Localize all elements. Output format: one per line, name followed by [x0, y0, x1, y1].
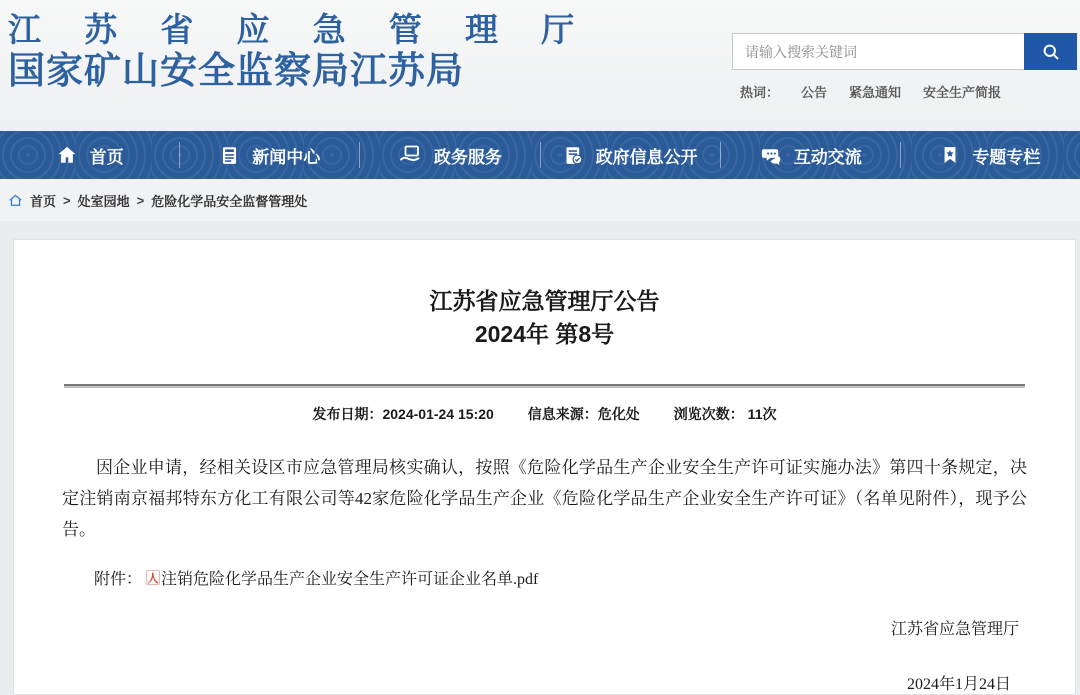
search-input[interactable]: [732, 33, 1024, 70]
breadcrumb-separator: >: [136, 192, 145, 208]
nav-item-news-center[interactable]: [180, 131, 359, 179]
breadcrumb: [0, 179, 1080, 221]
breadcrumb-office-garden[interactable]: 处室园地: [77, 193, 130, 209]
nav-item-special-topics[interactable]: [901, 131, 1080, 179]
nav-item-label: 互动交流: [793, 147, 862, 167]
nav-item-label: 专题专栏: [972, 147, 1041, 167]
nav-item-home[interactable]: [0, 131, 179, 179]
article-card: [13, 239, 1076, 695]
article-signer: 江苏省应急管理厅: [890, 621, 1019, 638]
publish-date: 发布日期：2024-01-24 15:20: [312, 406, 494, 422]
article-title-line2: 2024年 第8号: [474, 321, 615, 347]
hotword-urgent-notice[interactable]: 紧急通知: [849, 85, 902, 100]
news-icon: [219, 145, 240, 166]
hotword-safety-briefing[interactable]: 安全生产简报: [923, 85, 1002, 100]
breadcrumb-home[interactable]: 首页: [30, 193, 57, 209]
nav-item-label: 政务服务: [433, 147, 502, 167]
breadcrumb-hazchem-division[interactable]: 危险化学品安全监督管理处: [151, 193, 308, 209]
title-divider: [64, 384, 1025, 388]
service-hand-icon: [398, 143, 422, 167]
breadcrumb-separator: >: [63, 192, 71, 208]
site-title-line1: 江 苏 省 应 急 管 理 厅: [8, 11, 592, 48]
content-background: [0, 221, 1080, 695]
bookmark-star-icon: [940, 145, 960, 165]
info-source: 信息来源：危化处: [527, 406, 640, 422]
attachment-filename: 注销危险化学品生产企业安全生产许可证企业名单.pdf: [161, 571, 539, 588]
article-title-line1: 江苏省应急管理厅公告: [429, 288, 660, 314]
breadcrumb-home-icon: [8, 193, 23, 208]
hotword-announcements[interactable]: 公告: [801, 85, 828, 100]
attachment-row: [62, 566, 1027, 589]
nav-item-government-services[interactable]: [360, 131, 539, 179]
home-icon: [56, 144, 78, 166]
article-meta: [62, 404, 1027, 424]
nav-item-interaction[interactable]: [721, 131, 900, 179]
nav-item-label: 首页: [89, 147, 124, 167]
chat-bubbles-icon: [759, 144, 782, 167]
site-logo: [8, 10, 591, 92]
info-disclosure-icon: [563, 145, 584, 166]
nav-item-label: 政府信息公开: [595, 147, 698, 167]
search-area: [732, 33, 1077, 101]
nav-item-government-info-disclosure[interactable]: [541, 131, 720, 179]
site-header: [0, 0, 1080, 131]
pdf-file-icon: 人: [146, 570, 160, 585]
main-nav: [0, 131, 1080, 179]
hotwords-label: 热词：: [740, 85, 780, 100]
article-body: 因企业申请，经相关设区市应急管理局核实确认，按照《危险化学品生产企业安全生产许可证实施办法》第四十条规定，决定注销南京福邦特东方化工有限公司等42家危险化学品生产企业《危险化学品生产企业安全生产许可证》（名单见附件），现予公告。: [62, 458, 1027, 539]
hotwords-row: [732, 82, 1077, 101]
view-count: 浏览次数： 11次: [673, 406, 777, 422]
article-date: 2024年1月24日: [906, 676, 1011, 693]
attachment-label: 附件：: [94, 571, 143, 588]
nav-item-label: 新闻中心: [252, 147, 321, 167]
attachment-link[interactable]: [142, 566, 538, 589]
search-icon: [1041, 42, 1061, 62]
site-title-line2: 国家矿山安全监察局江苏局: [8, 50, 464, 91]
search-button[interactable]: [1024, 33, 1077, 70]
